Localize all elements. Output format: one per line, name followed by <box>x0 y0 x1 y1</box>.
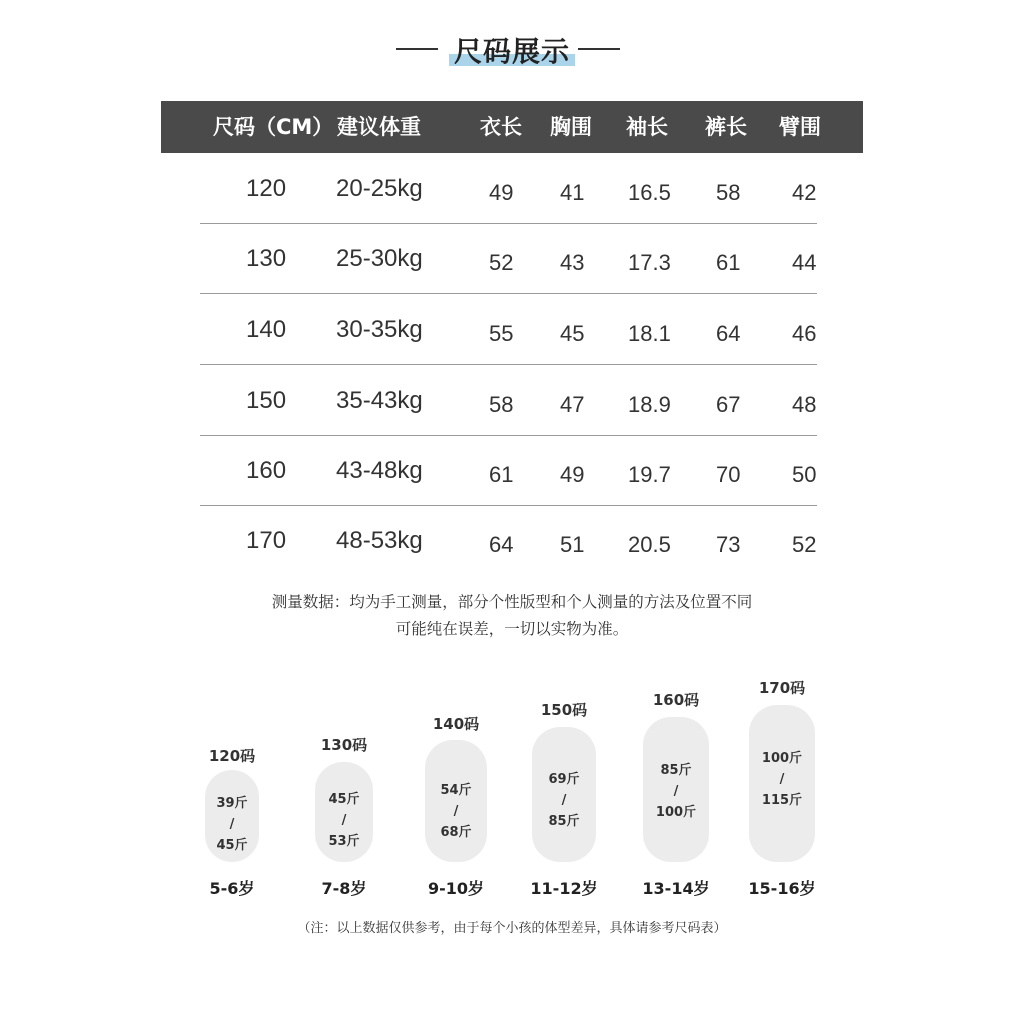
page-title: 尺码展示 <box>453 35 570 68</box>
cell-arm: 42 <box>792 180 817 205</box>
cell-arm: 46 <box>792 321 817 346</box>
figure-weight-slash: / <box>673 784 679 799</box>
cell-arm: 50 <box>792 462 817 487</box>
cell-sleeve: 16.5 <box>628 180 671 205</box>
header-pants: 裤长 <box>705 115 747 139</box>
table-row <box>200 224 817 294</box>
cell-length: 55 <box>489 321 514 346</box>
table-row <box>200 506 817 576</box>
figure-size-label: 160码 <box>652 691 700 709</box>
measure-note-line1: 测量数据：均为手工测量，部分个性版型和个人测量的方法及位置不同 <box>271 593 753 611</box>
measure-note-line2: 可能纯在误差，一切以实物为准。 <box>395 620 629 638</box>
cell-pants: 70 <box>716 462 741 487</box>
cell-length: 49 <box>489 180 514 205</box>
cell-arm: 44 <box>792 250 817 275</box>
row-divider <box>200 364 817 365</box>
figure-weight-max: 100斤 <box>655 805 697 820</box>
cell-sleeve: 17.3 <box>628 250 671 275</box>
header-size: 尺码（CM） <box>213 115 334 139</box>
cell-weight: 43-48kg <box>336 457 423 484</box>
cell-arm: 52 <box>792 532 817 557</box>
cell-size: 140 <box>246 316 287 343</box>
cell-size: 120 <box>246 175 287 202</box>
figure-age: 11-12岁 <box>530 879 598 898</box>
figure-weight-max: 85斤 <box>548 814 580 829</box>
cell-size: 160 <box>246 457 287 484</box>
figure-weight-slash: / <box>779 772 785 787</box>
cell-arm: 48 <box>792 392 817 417</box>
cell-pants: 67 <box>716 392 741 417</box>
cell-length: 52 <box>489 250 514 275</box>
figure-size-label: 120码 <box>208 747 256 765</box>
figure-age: 5-6岁 <box>209 879 255 898</box>
figure-weight-min: 100斤 <box>761 751 803 766</box>
cell-chest: 47 <box>560 392 585 417</box>
figure-age: 7-8岁 <box>321 879 367 898</box>
figure-weight-min: 85斤 <box>660 763 692 778</box>
row-divider <box>200 293 817 294</box>
cell-pants: 73 <box>716 532 741 557</box>
cell-sleeve: 19.7 <box>628 462 671 487</box>
figure-size-label: 170码 <box>758 679 806 697</box>
cell-length: 64 <box>489 532 514 557</box>
cell-weight: 48-53kg <box>336 527 423 554</box>
cell-chest: 43 <box>560 250 585 275</box>
figure-age: 13-14岁 <box>642 879 710 898</box>
figure-age: 15-16岁 <box>748 879 816 898</box>
cell-pants: 58 <box>716 180 741 205</box>
figure-weight-slash: / <box>229 817 235 832</box>
header-arm: 臂围 <box>779 115 821 139</box>
cell-length: 61 <box>489 462 514 487</box>
cell-sleeve: 18.1 <box>628 321 671 346</box>
cell-sleeve: 18.9 <box>628 392 671 417</box>
table-row <box>200 436 817 506</box>
figure-weight-min: 54斤 <box>440 783 472 798</box>
cell-sleeve: 20.5 <box>628 532 671 557</box>
footnote: （注：以上数据仅供参考，由于每个小孩的体型差异，具体请参考尺码表） <box>297 921 727 936</box>
cell-chest: 49 <box>560 462 585 487</box>
cell-weight: 35-43kg <box>336 387 423 414</box>
size-table-header <box>161 101 863 153</box>
header-length: 衣长 <box>480 115 522 139</box>
figure-weight-min: 45斤 <box>328 792 360 807</box>
figure-weight-max: 68斤 <box>440 825 472 840</box>
figure-weight-max: 53斤 <box>328 834 360 849</box>
cell-chest: 41 <box>560 180 585 205</box>
figure-weight-slash: / <box>341 813 347 828</box>
figure-size-label: 130码 <box>320 736 368 754</box>
title-block <box>0 28 1024 78</box>
table-row <box>200 366 817 436</box>
cell-chest: 45 <box>560 321 585 346</box>
cell-size: 170 <box>246 527 287 554</box>
title-divider-left <box>396 48 438 50</box>
table-row <box>200 295 817 365</box>
cell-pants: 61 <box>716 250 741 275</box>
cell-chest: 51 <box>560 532 585 557</box>
title-divider-right <box>578 48 620 50</box>
figure-weight-slash: / <box>453 804 459 819</box>
figure-age: 9-10岁 <box>427 879 485 898</box>
cell-length: 58 <box>489 392 514 417</box>
table-row <box>200 154 817 224</box>
cell-weight: 25-30kg <box>336 245 423 272</box>
figure-weight-slash: / <box>561 793 567 808</box>
header-chest: 胸围 <box>550 115 592 139</box>
figure-weight-max: 45斤 <box>216 838 248 853</box>
figure-weight-min: 39斤 <box>216 796 248 811</box>
figure-weight-max: 115斤 <box>761 793 803 808</box>
cell-size: 150 <box>246 387 287 414</box>
header-weight: 建议体重 <box>337 115 421 139</box>
figure-size-label: 140码 <box>432 715 480 733</box>
cell-weight: 20-25kg <box>336 175 423 202</box>
figure-size-label: 150码 <box>540 701 588 719</box>
cell-weight: 30-35kg <box>336 316 423 343</box>
cell-size: 130 <box>246 245 287 272</box>
cell-pants: 64 <box>716 321 741 346</box>
figure-weight-min: 69斤 <box>548 772 580 787</box>
header-sleeve: 袖长 <box>626 115 668 139</box>
